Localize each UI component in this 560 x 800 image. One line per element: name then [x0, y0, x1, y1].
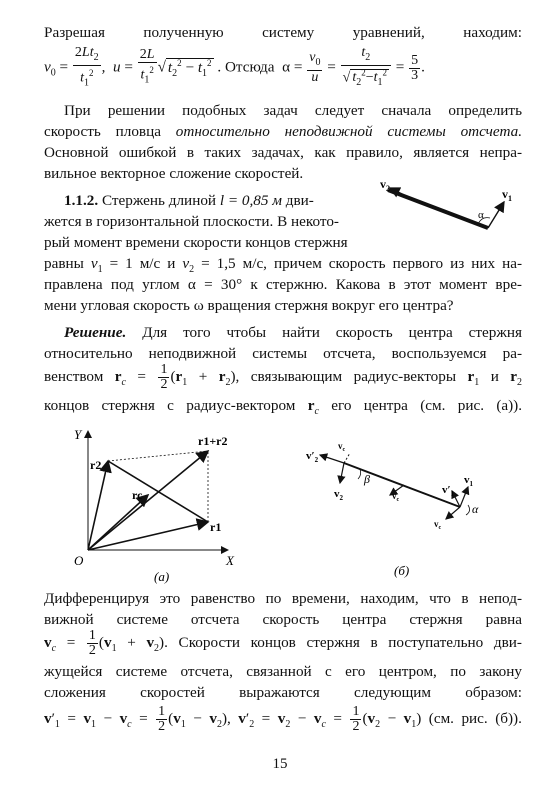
label-v2prime: $v'_2$: [306, 450, 319, 464]
para2-line2: вижной системе отсчета скорость центра стержня равна: [44, 611, 522, 628]
label-vc-right: $v_c$: [434, 519, 442, 531]
label-alpha-b: α: [472, 502, 479, 516]
para1-line1: При решении подобных задач следует сначала определить: [64, 102, 522, 119]
result-denominator: 3: [411, 67, 419, 83]
label-v2-b: $v_2$: [334, 488, 343, 502]
beta-arc: [358, 469, 361, 479]
page-number: 15: [272, 756, 288, 772]
axis-y-label: Y: [74, 427, 82, 442]
formula-line-1: $v_0$ = $\frac{2Lt_2}{t_1^2}$ , u = $\frac{2L}{t_1^2}$ √ $t_2^2 - t_1^2$ . Отсюда α = $\frac{v_0}{u}$ = $\frac{t_2}{√ t_2^2-t_1^2}$ = $\frac{5}{3}$ .: [44, 45, 425, 89]
v1-arrow: [488, 202, 504, 228]
intro-line: Разрешая полученную систему уравнений, находим:: [44, 24, 522, 41]
label-v1-b: $v_1$: [464, 474, 473, 488]
para2-line3: $v_c$ = $\frac{1}{2}$ $(v_1 + v_2)$. Скорости концов стержня в поступательно дви-: [44, 628, 522, 659]
figure-a: [60, 425, 250, 585]
problem-line3: рый момент времени скорости концов стержня: [44, 234, 348, 251]
origin-label: O: [74, 553, 84, 568]
otsyuda-text: . Отсюда: [217, 58, 275, 76]
vc-dashed-top: [344, 453, 350, 463]
rod-figure: [370, 176, 520, 246]
solution-line3: венством $r_c$ = $\frac{1}{2}$ $(r_1 + r_2)$, связывающим радиус-векторы $r_1$ и $r_2$: [44, 362, 523, 393]
alpha-arc-b: [466, 505, 470, 515]
solution-line2: относительно неподвижной системы отсчета, воспользуемся ра-: [44, 345, 522, 362]
para1-line4: вильное векторное сложение скоростей.: [44, 165, 304, 182]
label-r1: r1: [210, 520, 222, 534]
caption-b: (б): [394, 563, 410, 578]
label-v1: $v_1$: [502, 187, 512, 203]
para2-line5: сложения скоростей выражаются следующим образом:: [44, 684, 522, 701]
v2prime-arrow: [320, 455, 344, 463]
caption-a: (а): [154, 569, 170, 584]
solution-line1: Решение. Для того чтобы найти скорость центра стержня: [64, 324, 522, 341]
v2-arrow-b: [340, 463, 344, 483]
para2-line6: $v'_1 = v_1 - v_c$ = $\frac{1}{2}$ $(v_1 - v_2)$, $v'_2 = v_2 - v_c$ = $\frac{1}{2}$ $(v_2 - v_1)$ (см. рис. (б)).: [44, 704, 522, 735]
axis-x-label: X: [226, 553, 234, 568]
label-beta: β: [364, 472, 370, 486]
label-v1prime: $v'_1$: [442, 484, 455, 498]
problem-line5: правлена под углом α = 30° к стержню. Какова в этот момент вре-: [44, 276, 522, 293]
v1-arrow-b: [460, 487, 468, 507]
vc-arrow-right: [446, 507, 460, 519]
rc-arrow: [88, 495, 148, 550]
problem-line6: мени угловая скорость ω вращения стержня вокруг его центра?: [44, 297, 454, 314]
r1r2-arrow: [88, 451, 208, 550]
solution-label: Решение.: [64, 324, 127, 341]
label-r1r2: r1+r2: [198, 434, 228, 448]
label-rc: rc: [132, 488, 143, 502]
label-alpha: α: [478, 209, 484, 221]
para2-line1: Дифференцируя это равенство по времени, находим, что в непод-: [44, 590, 522, 607]
dotted-top: [108, 451, 208, 461]
problem-line4: равны $v_1 = 1$ м/с и $v_2 = 1,5$ м/с, причем скорость первого из них на-: [44, 255, 522, 276]
rod-a: [108, 461, 208, 522]
para1-line2: скорость пловца относительно неподвижной системы отсчета.: [44, 123, 523, 140]
label-v2: $v_2$: [380, 177, 390, 193]
para2-line4: жущейся системе отсчета, связанной с его центром, по закону: [44, 663, 522, 680]
problem-line2: жется в горизонтальной плоскости. В некото-: [44, 213, 339, 230]
figure-b: [300, 425, 510, 585]
rod: [388, 190, 488, 228]
problem-line1: 1.1.2. Стержень длиной l = 0,85 м дви-: [64, 192, 314, 209]
para1-line3: Основной ошибкой в таких задачах, как правило, является непра-: [44, 144, 522, 161]
problem-number: 1.1.2.: [64, 192, 99, 209]
result-numerator: 5: [411, 52, 419, 68]
label-vc-top: $v_c$: [338, 441, 346, 453]
label-r2: r2: [90, 458, 102, 472]
label-vc-mid: $v_c$: [392, 491, 400, 503]
solution-line4: концов стержня с радиус-вектором $r_c$ его центра (см. рис. (а)).: [44, 397, 523, 418]
